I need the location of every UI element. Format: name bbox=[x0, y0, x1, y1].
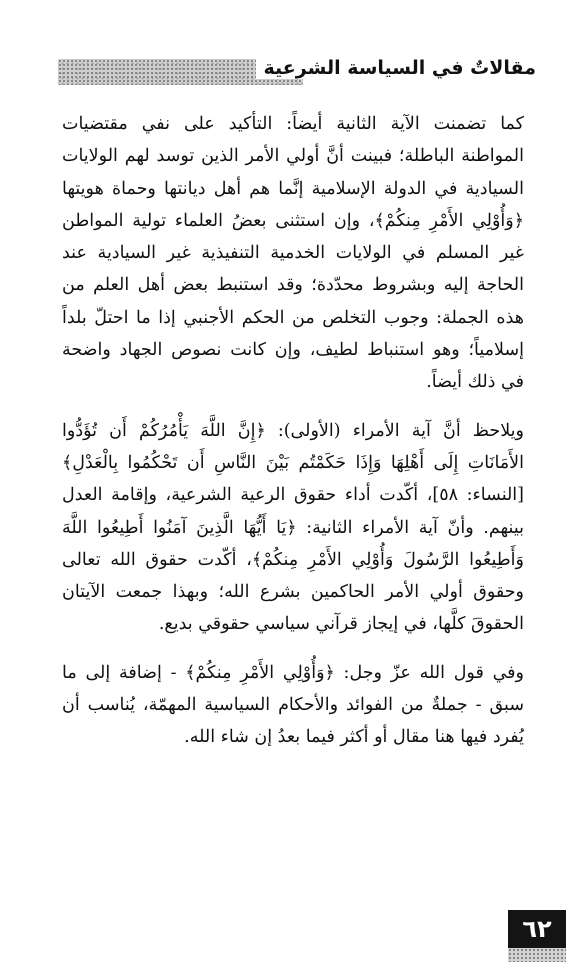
paragraph-3: وفي قول الله عزّ وجل: ﴿وَأُوْلِي الأَمْرِ مِنكُمْ﴾ - إضافة إلى ما سبق - جملةٌ من الفوائد والأحكام السياسية المهمّة، يُناسب أن يُفرد فيها هنا مقال أو أكثر فيما بعدُ إن شاء الله. bbox=[62, 662, 524, 748]
page-body bbox=[62, 108, 524, 754]
page-number-texture bbox=[508, 948, 566, 962]
paragraph-1: كما تضمنت الآية الثانية أيضاً: التأكيد على نفي مقتضيات المواطنة الباطلة؛ فبينت أنَّ أولي الأمر الذين توسد لهم الولايات السيادية في الدولة الإسلامية إنَّما هم أهل ديانتها وحماة هويتها ﴿وَأُوْلِي الأَمْرِ مِنكُمْ﴾، وإن استثنى بعضُ العلماء تولية المواطن غير المسلم في الولايات الخدمية التنفيذية غير السيادية عند الحاجة إليه وبشروط محدّدة؛ وقد استنبط بعض أهل العلم من هذه الجملة: وجوب التخلص من الحكم الأجنبي إذا ما احتلّ بلداً إسلامياً؛ وهو استنباط لطيف، وإن كانت نصوص الجهاد واضحة في ذلك أيضاً. bbox=[62, 114, 524, 393]
running-title: مقالاتٌ في السياسة الشرعية bbox=[256, 57, 536, 79]
paragraph-2: ويلاحظ أنَّ آية الأمراء (الأولى): ﴿إِنَّ اللَّهَ يَأْمُرُكُمْ أَن تُؤَدُّوا الأَمَانَاتِ إِلَى أَهْلِهَا وَإِذَا حَكَمْتُم بَيْنَ النَّاسِ أَن تَحْكُمُوا بِالْعَدْلِ﴾ [النساء: ٥٨]، أكّدت أداء حقوق الرعية الشرعية، وإقامة العدل بينهم. وأنّ آية الأمراء الثانية: ﴿يَا أَيُّهَا الَّذِينَ آمَنُوا أَطِيعُوا اللَّهَ وَأَطِيعُوا الرَّسُولَ وَأُوْلِي الأَمْرِ مِنكُمْ﴾، أكّدت حقوق الله تعالى وحقوق أولي الأمر الحاكمين بشرع الله؛ وبهذا جمعت الآيتان الحقوقَ كلَّها، في إيجاز قرآني سياسي حقوقي بديع. bbox=[62, 420, 524, 635]
running-header bbox=[58, 55, 536, 91]
page-number: ٦٢ bbox=[508, 910, 566, 948]
